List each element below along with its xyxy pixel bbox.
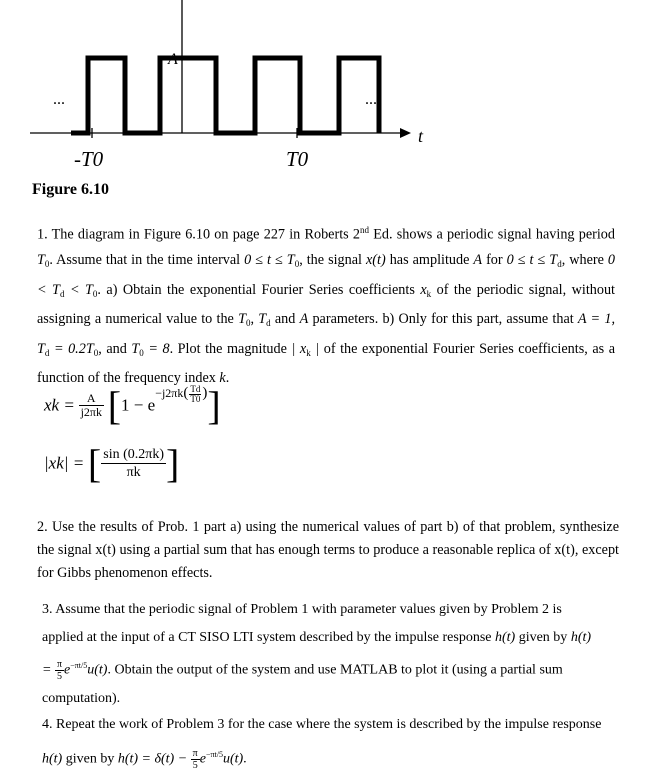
pulse-train bbox=[71, 58, 379, 133]
time-axis-label: t bbox=[418, 126, 424, 146]
time-axis-arrowhead bbox=[400, 128, 411, 138]
eq1-lhs: xk = bbox=[44, 395, 75, 415]
neg-period-label: -T0 bbox=[74, 147, 104, 171]
pos-period-label: T0 bbox=[286, 147, 309, 171]
periodic-pulse-figure bbox=[0, 0, 654, 180]
problem-4-text: 4. Repeat the work of Problem 3 for the case where the system is described by the impulse response h(t) given by h(t) = δ(t) − $\frac{\pi}{5}$ $e^{-\pi t/5}u(t)$. bbox=[42, 717, 602, 771]
equation-xk: xk = $\frac{A}{j2\pi k}$ $[1 - e^{-j2\pi k( \frac{Td}{T0} )}]$ bbox=[44, 383, 221, 428]
eq2-lhs: |xk| = bbox=[44, 453, 85, 473]
ellipsis-left: ... bbox=[53, 91, 65, 108]
ellipsis-right: ... bbox=[365, 91, 377, 108]
figure-caption: Figure 6.10 bbox=[32, 181, 110, 198]
amplitude-label: A bbox=[168, 51, 178, 68]
eq2-fraction: $\frac{\sin (0.2\pi k)}{\pi k}$ bbox=[103, 447, 164, 480]
equation-magnitude: |xk| = [ $\frac{\sin (0.2\pi k)}{\pi k}$ ] bbox=[44, 441, 180, 486]
eq1-fraction: $\frac{A}{j2\pi k}$ bbox=[80, 391, 102, 419]
problem-2-text: 2. Use the results of Prob. 1 part a) using the numerical values of part b) of that problem, synthesize the signal x(t) using a partial sum that has enough terms to produce a reasonable replica of x(t), except for Gibbs phenomenon effects. bbox=[37, 519, 619, 581]
problem-3-text: 3. Assume that the periodic signal of Problem 1 with parameter values given by Problem 2 is applied at the input of a CT SISO LTI system described by the impulse response h(t) given by h(t) = $\frac{\pi}{5}$ $e^{-\pi t/5}u(t)$. Obtain the output of the system and use MATLAB to plot it (using a partial sum computation). bbox=[42, 602, 592, 706]
problem-1-text: 1. The diagram in Figure 6.10 on page 227 in Roberts 2nd Ed. shows a periodic signal having period $T_0$. Assume that in the time interval $0 \le t \le T_0$, the signal x(t) has amplitude A for $0 \le t \le T_d$, where $0 < T_d < T_0$. a) Obtain the exponential Fourier Series coefficients $x_k$ of the periodic signal, without assigning a numerical value to the $T_0$, $T_d$ and A parameters. b) Only for this part, assume that A = 1, $T_d = 0.2T_0$, and $T_0 = 8$. Plot the magnitude | $x_k$ | of the exponential Fourier Series coefficients, as a function of the frequency index k. bbox=[37, 225, 616, 387]
eq1-body: 1 − e bbox=[121, 395, 156, 415]
